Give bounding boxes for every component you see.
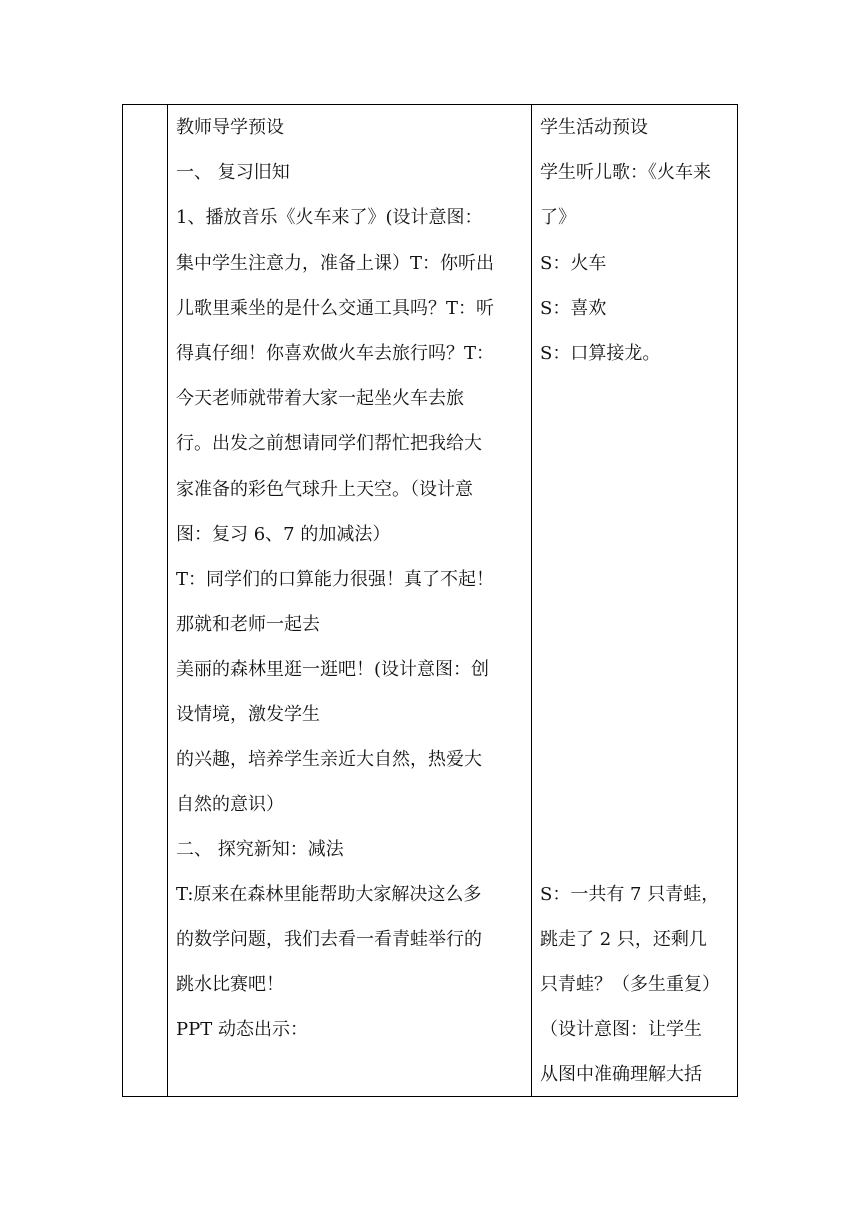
teacher-line: 自然的意识） [176,794,284,815]
student-line: （设计意图：让学生 [540,1019,702,1040]
student-line: S：口算接龙。 [540,343,661,364]
teacher-line: 一、 复习旧知 [176,162,290,183]
teacher-guidance-cell [168,104,531,1097]
teacher-column-heading: 教师导学预设 [176,117,284,138]
student-line: 只青蛙？（多生重复） [540,974,720,995]
teacher-line: 美丽的森林里逛一逛吧！(设计意图：创 [176,659,490,680]
teacher-line: 的兴趣，培养学生亲近大自然，热爱大 [176,749,482,770]
teacher-line: 集中学生注意力，准备上课）T：你听出 [176,253,495,274]
teacher-line: 二、 探究新知：减法 [176,839,344,860]
student-line: 跳走了 2 只，还剩几 [540,929,707,950]
teacher-line: 跳水比赛吧！ [176,974,284,995]
table-border-right [737,104,738,1097]
teacher-line: 的数学问题，我们去看一看青蛙举行的 [176,929,482,950]
lesson-plan-table [122,104,738,1097]
teacher-line: 1、播放音乐《火车来了》(设计意图： [176,207,483,228]
teacher-line: 今天老师就带着大家一起坐火车去旅 [176,388,464,409]
teacher-line: PPT 动态出示： [176,1019,308,1040]
student-line: S：喜欢 [540,298,607,319]
student-column-heading: 学生活动预设 [540,117,648,138]
teacher-line: 设情境，激发学生 [176,704,320,725]
blank-column-cell [122,104,167,1097]
teacher-line: 儿歌里乘坐的是什么交通工具吗？T：听 [176,298,495,319]
teacher-line: T：同学们的口算能力很强！真了不起！ [176,569,495,590]
student-line: S：一共有 7 只青蛙， [540,884,720,905]
student-line: S：火车 [540,253,607,274]
student-line: 学生听儿歌：《火车来 [540,162,711,183]
teacher-line: 图：复习 6、7 的加减法） [176,524,391,545]
student-line: 了》 [540,207,576,228]
teacher-line: 那就和老师一起去 [176,614,320,635]
teacher-line: 家准备的彩色气球升上天空。（设计意 [176,479,473,500]
teacher-line: 得真仔细！你喜欢做火车去旅行吗？T： [176,343,495,364]
student-line: 从图中准确理解大括 [540,1064,702,1085]
teacher-line: 行。出发之前想请同学们帮忙把我给大 [176,433,482,454]
teacher-line: T:原来在森林里能帮助大家解决这么多 [176,884,482,905]
student-activity-cell [532,104,737,1097]
